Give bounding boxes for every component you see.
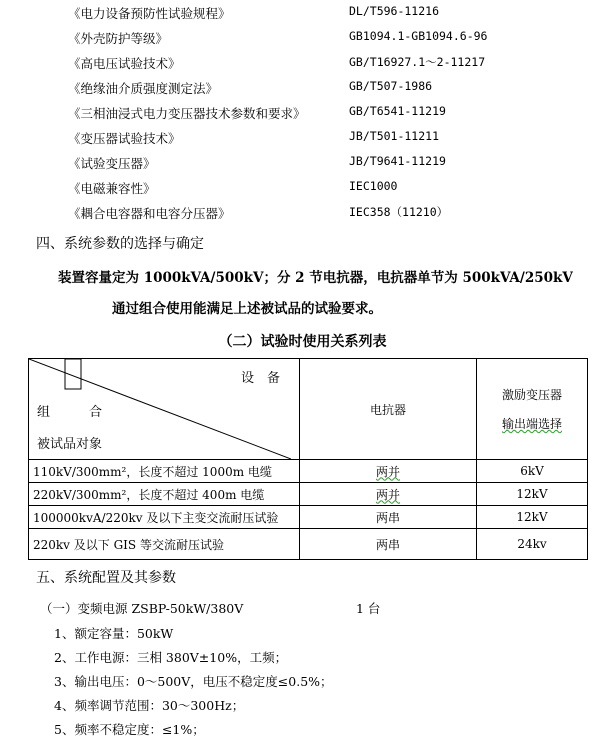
row-output: 12kV bbox=[477, 483, 588, 506]
spec-item: 5、频率不稳定度：≤1%； bbox=[54, 722, 205, 737]
row-object bbox=[29, 506, 300, 529]
standard-code: GB/T507-1986 bbox=[349, 79, 433, 93]
row-reactor: 两并 bbox=[300, 483, 477, 506]
row-reactor: 两串 bbox=[300, 506, 477, 529]
header-combo-label: 组 合 bbox=[37, 405, 103, 420]
standard-name: 《高电压试验技术》 bbox=[68, 56, 181, 71]
table-caption: （二）试验时使用关系列表 bbox=[218, 334, 387, 350]
spec-item: 4、频率调节范围：30～300Hz； bbox=[54, 698, 245, 713]
standard-code: GB/T16927.1～2-11217 bbox=[349, 55, 486, 69]
row-object: 220kV/300mm²，长度不超过 400m 电缆 bbox=[29, 483, 300, 506]
header-object-label: 被试品对象 bbox=[37, 437, 103, 452]
diagonal-header-cell bbox=[29, 359, 300, 460]
standard-item bbox=[0, 4, 605, 26]
standard-item bbox=[0, 154, 605, 176]
standard-name: 《外壳防护等级》 bbox=[68, 31, 169, 46]
table-row bbox=[29, 529, 588, 560]
row-reactor: 两并 bbox=[300, 460, 477, 483]
header-exciter-line2: 输出端选择 bbox=[501, 417, 562, 431]
section4-capacity-text: 装置容量定为 1000kVA/500kV；分 2 节电抗器，电抗器单节为 500kVA/250kV bbox=[58, 270, 573, 286]
row-output: 12kV bbox=[477, 506, 588, 529]
row-reactor: 两串 bbox=[300, 529, 477, 560]
row-object-text: 100000kvA/220kv 及以下主变交流耐压试验 bbox=[33, 510, 279, 525]
spec-item: 3、输出电压：0～500V，电压不稳定度≤0.5%； bbox=[54, 674, 333, 689]
standard-item bbox=[0, 129, 605, 151]
header-exciter-line1: 激励变压器 bbox=[501, 388, 562, 402]
standard-item bbox=[0, 104, 605, 126]
table-row bbox=[29, 506, 588, 529]
header-exciter bbox=[477, 359, 588, 460]
standard-item bbox=[0, 204, 605, 226]
relation-table bbox=[28, 358, 588, 560]
row-object: 110kV/300mm²，长度不超过 1000m 电缆 bbox=[29, 460, 300, 483]
spec-item: 1、额定容量：50kW bbox=[54, 626, 174, 641]
standard-name: 《变压器试验技术》 bbox=[68, 131, 181, 146]
standard-name: 《绝缘油介质强度测定法》 bbox=[68, 81, 219, 96]
row-output: 6kV bbox=[477, 460, 588, 483]
header-reactor: 电抗器 bbox=[300, 359, 477, 460]
standard-item bbox=[0, 29, 605, 51]
table-row bbox=[29, 483, 588, 506]
standard-item bbox=[0, 79, 605, 101]
power-supply-quantity: 1 台 bbox=[356, 601, 381, 616]
row-output: 24kv bbox=[477, 529, 588, 560]
spec-item: 2、工作电源：三相 380V±10%，工频； bbox=[54, 650, 288, 665]
header-equip-label: 设 备 bbox=[241, 371, 281, 386]
standard-name: 《耦合电容器和电容分压器》 bbox=[68, 206, 231, 221]
standard-code: JB/T9641-11219 bbox=[349, 154, 446, 168]
standard-code: DL/T596-11216 bbox=[349, 4, 440, 18]
row-object: 220kv 及以下 GIS 等交流耐压试验 bbox=[29, 529, 300, 560]
section4-combination-text: 通过组合使用能满足上述被试品的试验要求。 bbox=[112, 301, 382, 317]
standard-name: 《电力设备预防性试验规程》 bbox=[68, 6, 231, 21]
table-row bbox=[29, 460, 588, 483]
power-supply-title: （一）变频电源 ZSBP-50kW/380V bbox=[40, 601, 244, 616]
table-header-row bbox=[29, 359, 588, 460]
standard-code: GB1094.1-GB1094.6-96 bbox=[349, 29, 488, 43]
standard-name: 《试验变压器》 bbox=[68, 156, 156, 171]
standard-code: IEC1000 bbox=[349, 179, 398, 193]
section5-heading: 五、系统配置及其参数 bbox=[36, 570, 176, 586]
section4-heading: 四、系统参数的选择与确定 bbox=[36, 236, 204, 252]
standard-code: JB/T501-11211 bbox=[349, 129, 440, 143]
standard-item bbox=[0, 179, 605, 201]
standard-code: GB/T6541-11219 bbox=[349, 104, 446, 118]
standard-item bbox=[0, 54, 605, 76]
standard-name: 《电磁兼容性》 bbox=[68, 181, 156, 196]
standard-code: IEC358（11210） bbox=[349, 205, 449, 219]
standard-name: 《三相油浸式电力变压器技术参数和要求》 bbox=[68, 106, 306, 121]
